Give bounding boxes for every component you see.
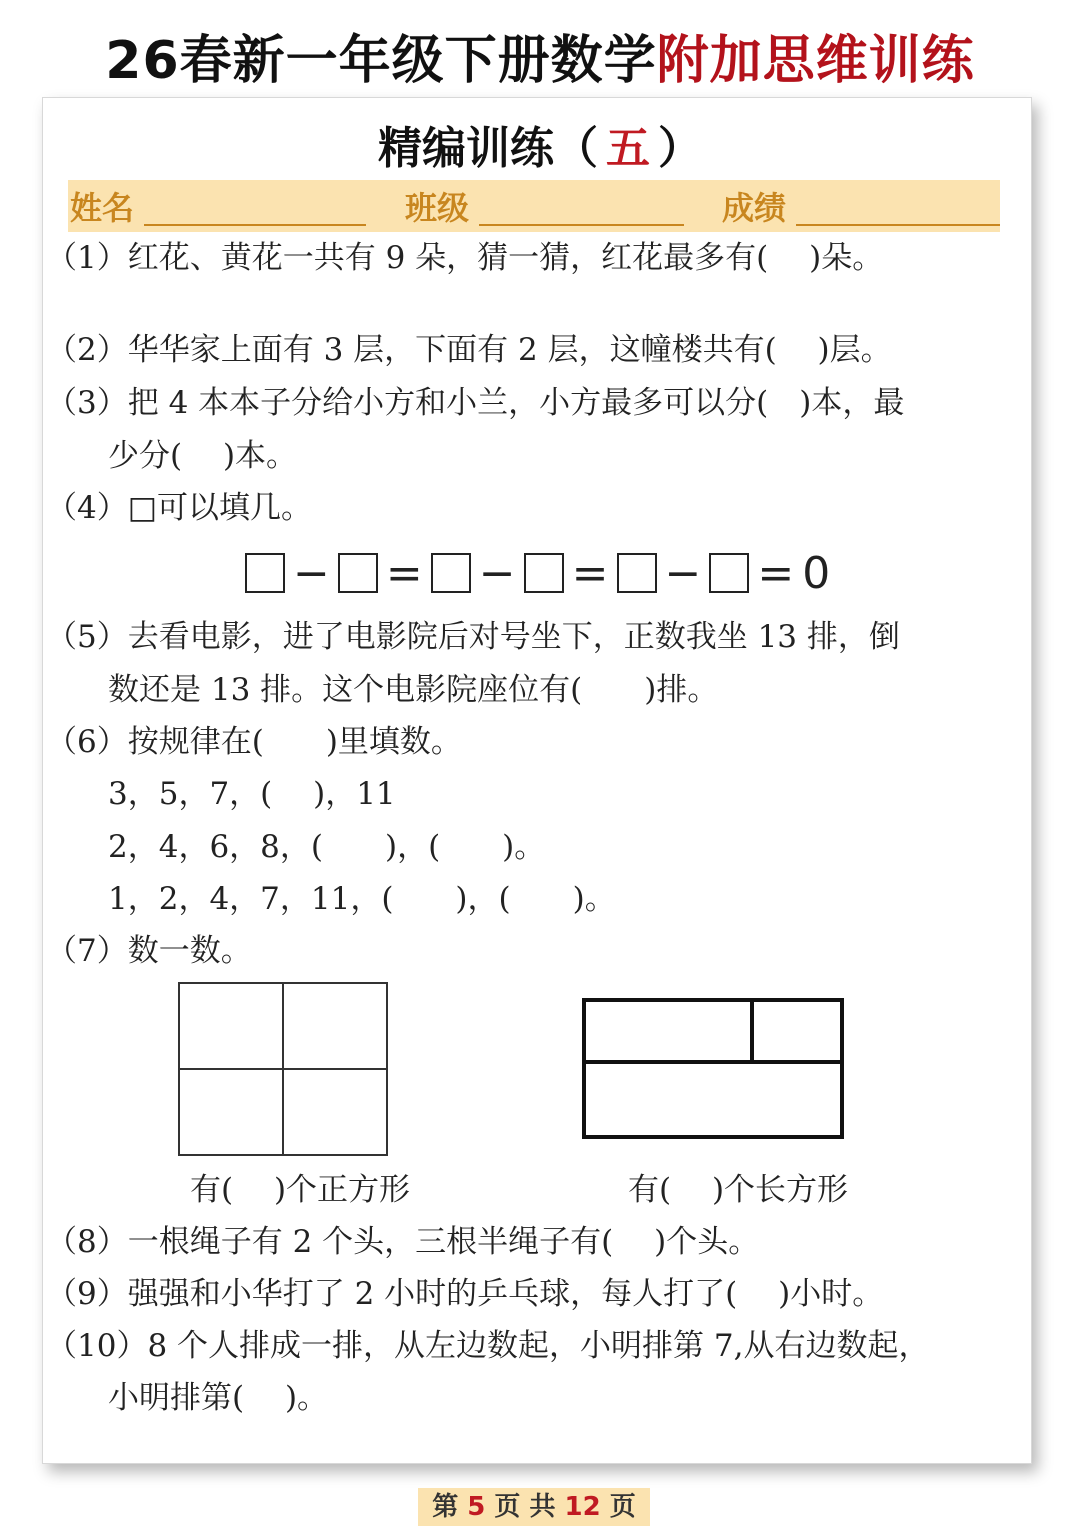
score-field-line[interactable] [796,224,1000,226]
question-8: （8）一根绳子有 2 个头，三根半绳子有( )个头。 [46,1224,760,1260]
question-4: （4）□可以填几。 [46,490,313,526]
equation-result: 0 [802,547,831,599]
equals-sign: = [757,547,795,599]
page-indicator-middle: 页 共 [494,1492,556,1522]
page-indicator-prefix: 第 [432,1492,459,1522]
rectangle-count-caption: 有( )个长方形 [628,1172,849,1208]
answer-box[interactable] [431,553,471,593]
question-10-line-1: （10）8 个人排成一排，从左边数起，小明排第 7,从右边数起， [46,1328,930,1364]
score-label: 成绩 [722,189,787,227]
question-1: （1）红花、黄花一共有 9 朵，猜一猜，红花最多有( )朵。 [46,240,884,276]
answer-box[interactable] [709,553,749,593]
box-equation [245,547,830,599]
question-5-line-2: 数还是 13 排。这个电影院座位有( )排。 [108,672,719,708]
name-label: 姓名 [70,189,135,227]
page-banner-title [0,18,1080,93]
question-3-line-1: （3）把 4 本本子分给小方和小兰，小方最多可以分( )本，最 [46,385,905,421]
sheet-title-suffix: ） [658,123,702,174]
banner-title-highlight: 附加思维训练 [656,31,975,91]
total-pages: 12 [564,1492,601,1522]
question-2: （2）华华家上面有 3 层，下面有 2 层，这幢楼共有( )层。 [46,332,892,368]
class-field-line[interactable] [479,224,684,226]
answer-box[interactable] [245,553,285,593]
sheet-title-prefix: 精编训练（ [378,123,598,174]
rectangle-outline [584,1000,842,1137]
question-5-line-1: （5）去看电影，进了电影院后对号坐下，正数我坐 13 排，倒 [46,619,900,655]
page-indicator-suffix: 页 [609,1492,636,1522]
sheet-title-number: 五 [606,123,650,174]
square-count-caption: 有( )个正方形 [190,1172,411,1208]
rectangle-figure [580,996,848,1142]
question-10-line-2: 小明排第( )。 [108,1380,329,1416]
question-6-sequence-1: 3，5，7，( )，11 [108,776,396,812]
equals-sign: = [385,547,423,599]
equals-sign: = [571,547,609,599]
question-6: （6）按规律在( )里填数。 [46,724,462,760]
page-indicator [418,1488,650,1526]
answer-box[interactable] [338,553,378,593]
square-grid-figure [176,980,392,1160]
current-page: 5 [467,1492,486,1522]
answer-box[interactable] [524,553,564,593]
minus-sign: − [664,547,702,599]
question-7: （7）数一数。 [46,933,252,969]
banner-title-main: 26春新一年级下册数学 [105,31,657,91]
class-label: 班级 [405,189,470,227]
question-3-line-2: 少分( )本。 [108,438,298,474]
name-field-line[interactable] [144,224,366,226]
minus-sign: − [293,547,330,599]
question-6-sequence-2: 2，4，6，8，( )，( )。 [108,829,546,865]
minus-sign: − [478,547,516,599]
answer-box[interactable] [617,553,657,593]
question-9: （9）强强和小华打了 2 小时的乒乓球，每人打了( )小时。 [46,1276,884,1312]
sheet-title [0,112,1080,176]
question-6-sequence-3: 1，2，4，7，11，( )，( )。 [108,881,616,917]
